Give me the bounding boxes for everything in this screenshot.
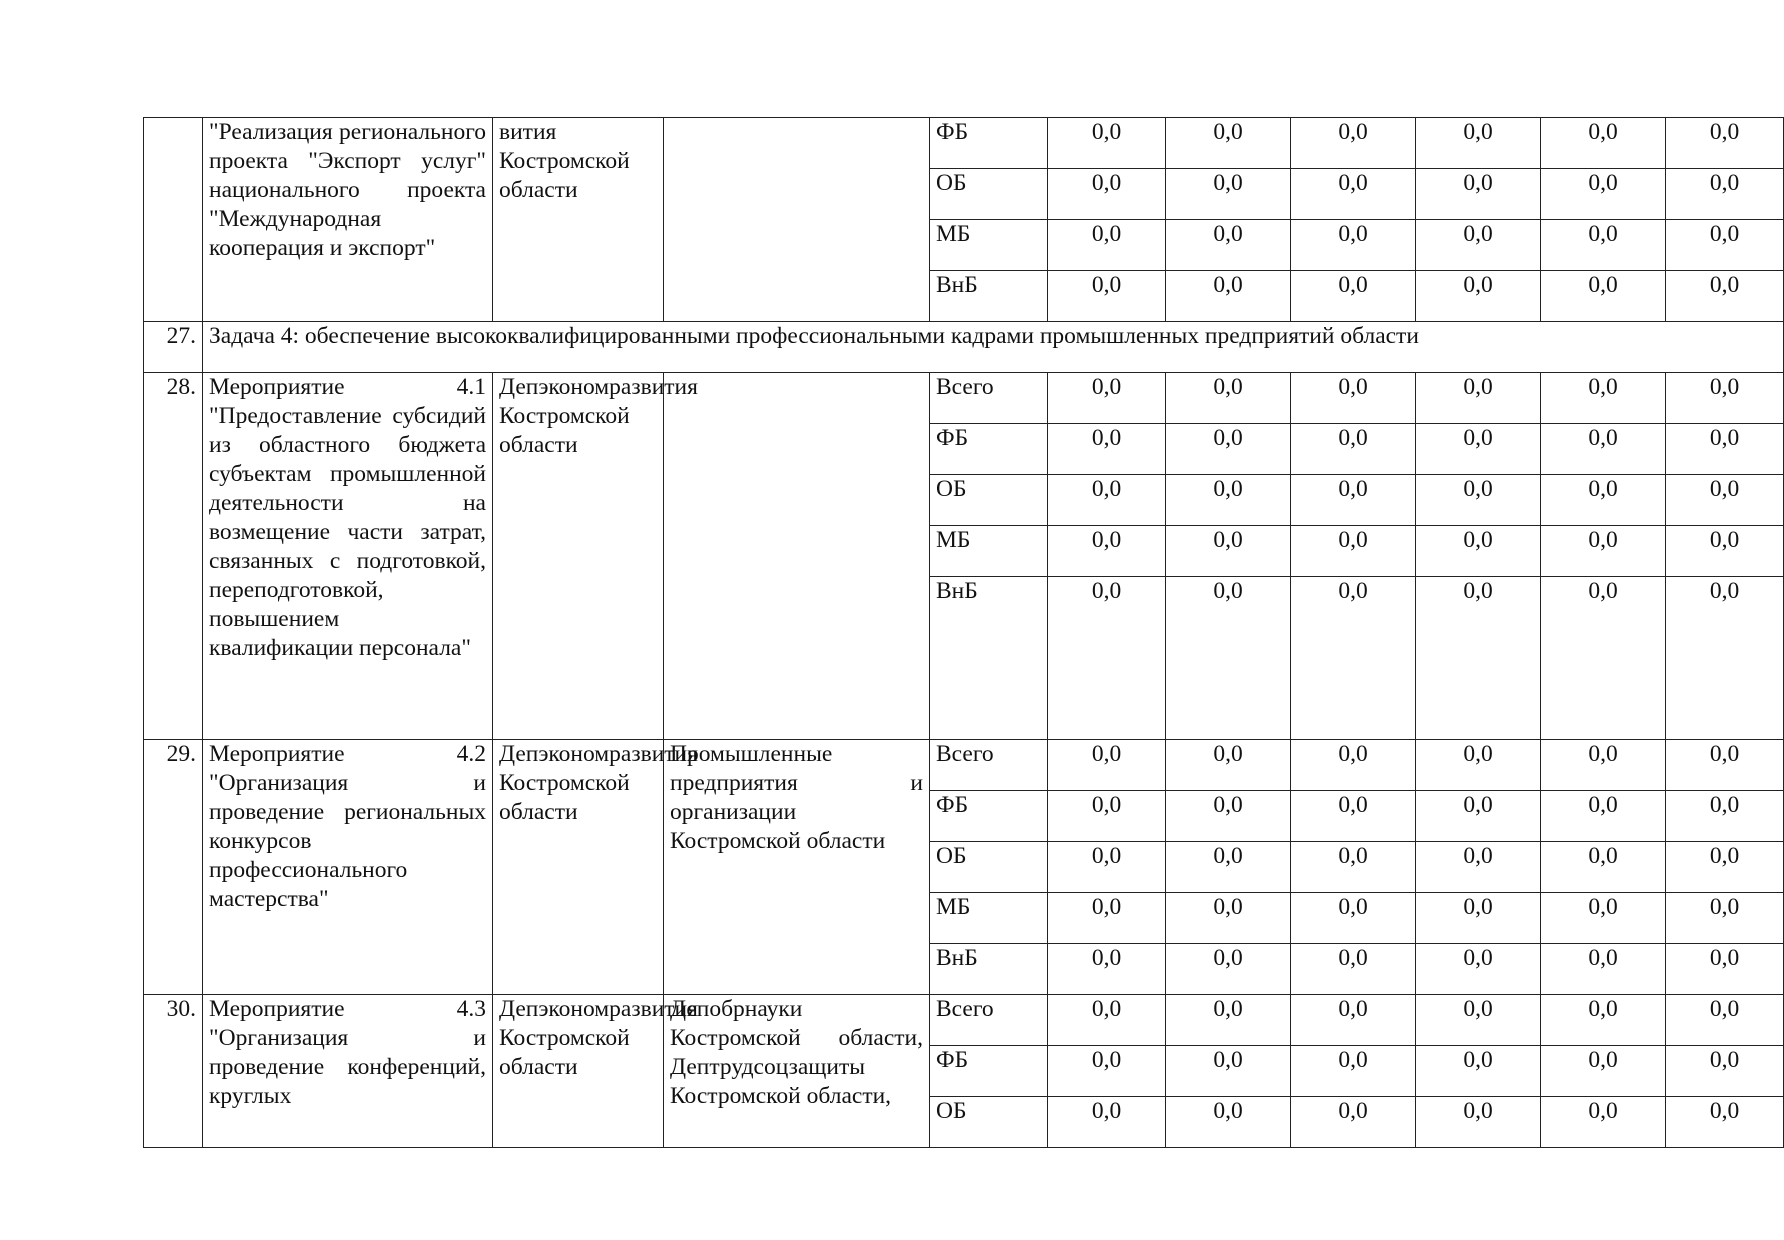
funding-source: ВнБ [930, 944, 1048, 995]
funding-value: 0,0 [1048, 169, 1166, 220]
funding-value: 0,0 [1666, 1046, 1784, 1097]
funding-value: 0,0 [1541, 1046, 1666, 1097]
task-row [144, 322, 1784, 373]
event-name: Мероприятие 4.2 "Организация и проведение региональных конкурсов профессионального мастерства" [203, 740, 493, 995]
funding-value: 0,0 [1416, 169, 1541, 220]
responsible-executor: Депэкономразвития Костромской области [493, 740, 664, 995]
event-name: Мероприятие 4.1 "Предоставление субсидий из областного бюджета субъектам промышленной деятельности на возмещение части затрат, связанных с подготовкой, переподготовкой, повышением квалификации персонала" [203, 373, 493, 740]
funding-value: 0,0 [1416, 271, 1541, 322]
funding-source: ОБ [930, 169, 1048, 220]
funding-value: 0,0 [1291, 220, 1416, 271]
funding-value: 0,0 [1416, 1046, 1541, 1097]
funding-value: 0,0 [1166, 373, 1291, 424]
funding-value: 0,0 [1166, 475, 1291, 526]
funding-value: 0,0 [1166, 842, 1291, 893]
funding-source: МБ [930, 220, 1048, 271]
funding-value: 0,0 [1666, 118, 1784, 169]
funding-value: 0,0 [1291, 944, 1416, 995]
funding-value: 0,0 [1416, 424, 1541, 475]
participants: Депобрнауки Костромской области, Дептрудсоцзащиты Костромской области, [664, 995, 930, 1148]
funding-value: 0,0 [1166, 220, 1291, 271]
funding-value: 0,0 [1416, 842, 1541, 893]
funding-value: 0,0 [1291, 740, 1416, 791]
funding-value: 0,0 [1048, 220, 1166, 271]
funding-value: 0,0 [1166, 740, 1291, 791]
funding-value: 0,0 [1666, 944, 1784, 995]
table-body [144, 118, 1784, 1148]
funding-value: 0,0 [1048, 944, 1166, 995]
funding-value: 0,0 [1541, 373, 1666, 424]
funding-value: 0,0 [1291, 424, 1416, 475]
funding-value: 0,0 [1166, 1046, 1291, 1097]
funding-value: 0,0 [1166, 169, 1291, 220]
funding-value: 0,0 [1541, 740, 1666, 791]
funding-source: Всего [930, 995, 1048, 1046]
row-number: 28. [144, 373, 203, 740]
funding-value: 0,0 [1541, 118, 1666, 169]
funding-value: 0,0 [1666, 526, 1784, 577]
row-number: 29. [144, 740, 203, 995]
funding-value: 0,0 [1166, 893, 1291, 944]
funding-value: 0,0 [1416, 577, 1541, 740]
funding-value: 0,0 [1166, 577, 1291, 740]
funding-value: 0,0 [1048, 118, 1166, 169]
funding-value: 0,0 [1416, 526, 1541, 577]
funding-value: 0,0 [1166, 526, 1291, 577]
funding-value: 0,0 [1166, 944, 1291, 995]
funding-value: 0,0 [1166, 424, 1291, 475]
funding-value: 0,0 [1666, 791, 1784, 842]
funding-value: 0,0 [1048, 577, 1166, 740]
funding-value: 0,0 [1048, 1097, 1166, 1148]
funding-value: 0,0 [1541, 220, 1666, 271]
responsible-executor: вития Костромской области [493, 118, 664, 322]
funding-value: 0,0 [1291, 842, 1416, 893]
event-name: "Реализация регионального проекта "Экспорт услуг" национального проекта "Международная кооперация и экспорт" [203, 118, 493, 322]
funding-value: 0,0 [1416, 995, 1541, 1046]
table-row [144, 373, 1784, 424]
funding-value: 0,0 [1541, 271, 1666, 322]
funding-source: ВнБ [930, 271, 1048, 322]
funding-source: ВнБ [930, 577, 1048, 740]
responsible-executor: Депэкономразвития Костромской области [493, 995, 664, 1148]
funding-source: ОБ [930, 475, 1048, 526]
funding-value: 0,0 [1666, 373, 1784, 424]
funding-value: 0,0 [1666, 475, 1784, 526]
funding-value: 0,0 [1416, 220, 1541, 271]
funding-value: 0,0 [1666, 893, 1784, 944]
funding-value: 0,0 [1291, 169, 1416, 220]
funding-value: 0,0 [1541, 424, 1666, 475]
row-number: 27. [144, 322, 203, 373]
participants: Промышленные предприятия и организации Костромской области [664, 740, 930, 995]
funding-value: 0,0 [1048, 526, 1166, 577]
budget-table [143, 117, 1784, 1148]
funding-value: 0,0 [1666, 1097, 1784, 1148]
funding-value: 0,0 [1541, 1097, 1666, 1148]
funding-value: 0,0 [1416, 118, 1541, 169]
funding-value: 0,0 [1666, 740, 1784, 791]
funding-value: 0,0 [1416, 1097, 1541, 1148]
funding-value: 0,0 [1291, 1097, 1416, 1148]
funding-value: 0,0 [1541, 893, 1666, 944]
participants [664, 373, 930, 740]
funding-source: ОБ [930, 1097, 1048, 1148]
funding-value: 0,0 [1666, 169, 1784, 220]
funding-source: МБ [930, 893, 1048, 944]
funding-value: 0,0 [1541, 842, 1666, 893]
funding-value: 0,0 [1416, 944, 1541, 995]
funding-value: 0,0 [1666, 577, 1784, 740]
row-number [144, 118, 203, 322]
funding-source: ФБ [930, 791, 1048, 842]
funding-value: 0,0 [1416, 475, 1541, 526]
funding-value: 0,0 [1416, 893, 1541, 944]
funding-value: 0,0 [1666, 271, 1784, 322]
funding-source: Всего [930, 373, 1048, 424]
table-row [144, 740, 1784, 791]
table-row [144, 995, 1784, 1046]
funding-value: 0,0 [1048, 842, 1166, 893]
funding-value: 0,0 [1048, 791, 1166, 842]
funding-value: 0,0 [1541, 475, 1666, 526]
funding-value: 0,0 [1291, 271, 1416, 322]
funding-value: 0,0 [1541, 944, 1666, 995]
funding-value: 0,0 [1416, 740, 1541, 791]
funding-source: ОБ [930, 842, 1048, 893]
funding-value: 0,0 [1666, 842, 1784, 893]
funding-value: 0,0 [1291, 791, 1416, 842]
funding-value: 0,0 [1541, 995, 1666, 1046]
funding-value: 0,0 [1166, 118, 1291, 169]
event-name: Мероприятие 4.3 "Организация и проведение конференций, круглых [203, 995, 493, 1148]
table-row [144, 118, 1784, 169]
funding-value: 0,0 [1291, 373, 1416, 424]
funding-value: 0,0 [1666, 220, 1784, 271]
funding-value: 0,0 [1291, 995, 1416, 1046]
row-number: 30. [144, 995, 203, 1148]
funding-value: 0,0 [1048, 995, 1166, 1046]
funding-value: 0,0 [1291, 118, 1416, 169]
funding-value: 0,0 [1291, 577, 1416, 740]
funding-value: 0,0 [1166, 791, 1291, 842]
funding-value: 0,0 [1291, 526, 1416, 577]
participants [664, 118, 930, 322]
funding-value: 0,0 [1048, 373, 1166, 424]
funding-value: 0,0 [1416, 791, 1541, 842]
funding-value: 0,0 [1541, 526, 1666, 577]
funding-source: МБ [930, 526, 1048, 577]
funding-value: 0,0 [1541, 577, 1666, 740]
funding-value: 0,0 [1166, 271, 1291, 322]
funding-value: 0,0 [1048, 1046, 1166, 1097]
funding-value: 0,0 [1541, 169, 1666, 220]
funding-source: ФБ [930, 424, 1048, 475]
funding-value: 0,0 [1666, 995, 1784, 1046]
funding-value: 0,0 [1048, 424, 1166, 475]
funding-value: 0,0 [1416, 373, 1541, 424]
funding-value: 0,0 [1048, 740, 1166, 791]
funding-value: 0,0 [1048, 475, 1166, 526]
funding-value: 0,0 [1291, 475, 1416, 526]
funding-value: 0,0 [1541, 791, 1666, 842]
funding-value: 0,0 [1166, 1097, 1291, 1148]
funding-value: 0,0 [1048, 271, 1166, 322]
task-heading: Задача 4: обеспечение высококвалифицированными профессиональными кадрами промышленных предприятий области [203, 322, 1784, 373]
funding-source: ФБ [930, 1046, 1048, 1097]
funding-value: 0,0 [1666, 424, 1784, 475]
funding-value: 0,0 [1291, 1046, 1416, 1097]
funding-value: 0,0 [1048, 893, 1166, 944]
funding-source: ФБ [930, 118, 1048, 169]
funding-value: 0,0 [1291, 893, 1416, 944]
funding-source: Всего [930, 740, 1048, 791]
responsible-executor: Депэкономразвития Костромской области [493, 373, 664, 740]
funding-value: 0,0 [1166, 995, 1291, 1046]
